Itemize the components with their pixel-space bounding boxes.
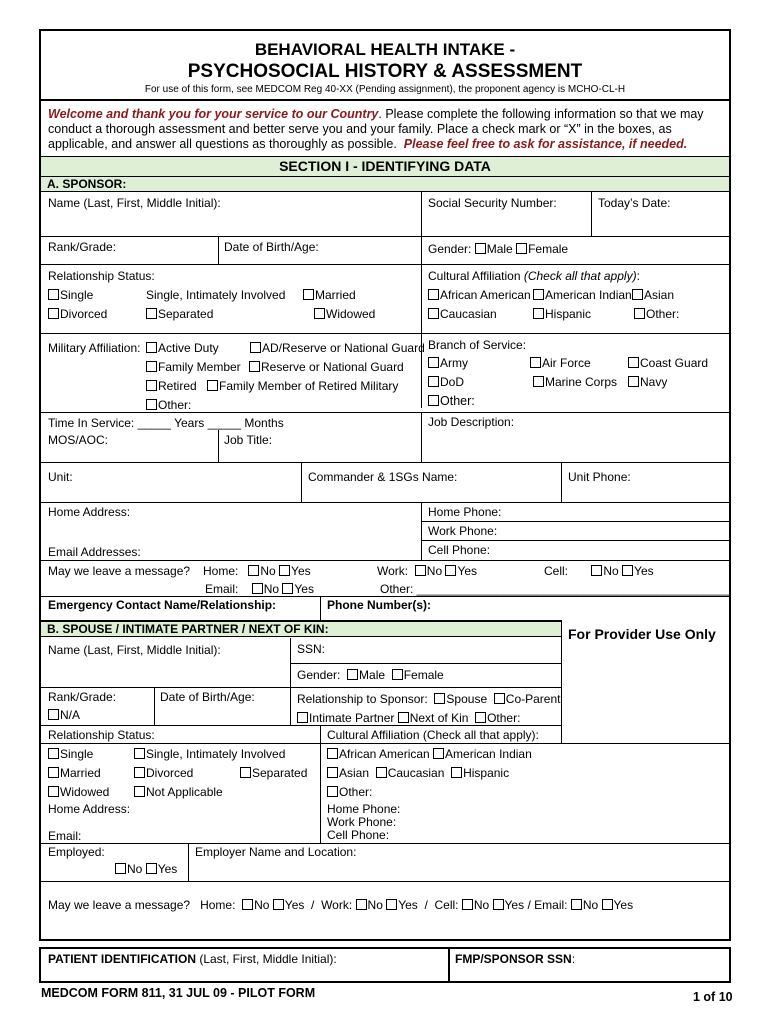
checkbox[interactable]: [628, 357, 639, 368]
sponsor-heading: A. SPONSOR:: [47, 177, 127, 191]
welcome-closing: Please feel free to ask for assistance, if needed.: [403, 137, 688, 151]
spouse-dob-label[interactable]: Date of Birth/Age:: [160, 690, 255, 704]
cult-asian[interactable]: Asian: [632, 288, 674, 302]
spouse-rel-na[interactable]: Not Applicable: [134, 785, 223, 799]
page-number: 1 of 10: [693, 990, 733, 1004]
checkbox[interactable]: [533, 289, 544, 300]
checkbox[interactable]: [48, 308, 59, 319]
checkbox[interactable]: [48, 748, 59, 759]
sponsor-name-label[interactable]: Name (Last, First, Middle Initial):: [48, 196, 221, 210]
msg-email[interactable]: Email: No Yes: [205, 582, 314, 596]
checkbox[interactable]: [462, 899, 473, 910]
rel-married[interactable]: Married: [303, 288, 356, 302]
checkbox[interactable]: [530, 357, 541, 368]
checkbox[interactable]: [602, 899, 613, 910]
spouse-name-label[interactable]: Name (Last, First, Middle Initial):: [48, 643, 221, 657]
spouse-rel-divorced[interactable]: Divorced: [134, 766, 193, 780]
fmp-sponsor-ssn-label[interactable]: FMP/SPONSOR SSN:: [455, 952, 576, 966]
checkbox[interactable]: [428, 357, 439, 368]
spouse-ssn-label[interactable]: SSN:: [297, 642, 326, 656]
checkbox[interactable]: [347, 669, 358, 680]
checkbox[interactable]: [392, 669, 403, 680]
checkbox[interactable]: [428, 289, 439, 300]
rel-widowed[interactable]: Widowed: [314, 307, 375, 321]
spouse-cult-row2: Asian Caucasian Hispanic: [327, 766, 509, 780]
checkbox[interactable]: [146, 380, 157, 391]
gender-female-checkbox[interactable]: [516, 243, 527, 254]
checkbox[interactable]: [48, 709, 59, 720]
checkbox[interactable]: [445, 565, 456, 576]
section-1-header: [41, 156, 729, 177]
mos-label[interactable]: MOS/AOC:: [48, 433, 109, 447]
checkbox[interactable]: [376, 767, 387, 778]
spouse-gender: Gender: Male Female: [297, 668, 444, 682]
checkbox[interactable]: [327, 767, 338, 778]
cell-phone-label[interactable]: Cell Phone:: [428, 543, 491, 557]
gender-female-label: Female: [528, 242, 569, 256]
msg-cell[interactable]: Cell: No Yes: [544, 564, 654, 578]
cult-other[interactable]: Other:: [634, 307, 679, 321]
spouse-cultural-label: Cultural Affiliation (Check all that apply):: [327, 728, 539, 742]
unit-label[interactable]: Unit:: [48, 470, 73, 484]
home-phone-label[interactable]: Home Phone:: [428, 505, 502, 519]
spouse-rel-separated[interactable]: Separated: [240, 766, 307, 780]
checkbox[interactable]: [249, 361, 260, 372]
commander-label[interactable]: Commander & 1SGs Name:: [308, 470, 458, 484]
mil-active-duty[interactable]: Active Duty: [146, 341, 219, 355]
cultural-affiliation-label: Cultural Affiliation (Check all that apply):: [428, 269, 640, 283]
welcome-body-1: . Please complete the following information so that we may: [378, 107, 704, 121]
checkbox[interactable]: [146, 342, 157, 353]
checkbox[interactable]: [115, 863, 126, 874]
branch-coast-guard[interactable]: Coast Guard: [628, 356, 708, 370]
email-addresses-label[interactable]: Email Addresses:: [48, 545, 141, 559]
gender-male-label: Male: [486, 242, 513, 256]
checkbox[interactable]: [48, 289, 59, 300]
rel-single[interactable]: Single: [48, 288, 93, 302]
mil-retired[interactable]: Retired: [146, 379, 197, 393]
mil-reserve[interactable]: Reserve or National Guard: [249, 360, 404, 374]
checkbox[interactable]: [415, 565, 426, 576]
sponsor-gender: [428, 242, 568, 256]
checkbox[interactable]: [634, 308, 645, 319]
sponsor-rank-label[interactable]: Rank/Grade:: [48, 240, 117, 254]
title-line-2: PSYCHOSOCIAL HISTORY & ASSESSMENT: [187, 61, 583, 82]
spouse-na[interactable]: N/A: [48, 708, 80, 722]
checkbox[interactable]: [327, 786, 338, 797]
spouse-home-address-label[interactable]: Home Address:: [48, 802, 131, 816]
spouse-rel-single[interactable]: Single: [48, 747, 93, 761]
spouse-relationship-2: Intimate Partner Next of Kin Other:: [297, 711, 520, 725]
cult-caucasian[interactable]: Caucasian: [428, 307, 497, 321]
checkbox[interactable]: [134, 767, 145, 778]
spouse-employed-options: No Yes: [115, 862, 177, 876]
sponsor-rel-status-label: Relationship Status:: [48, 269, 155, 283]
rel-single-involved: Single, Intimately Involved: [146, 288, 286, 302]
checkbox[interactable]: [327, 748, 338, 759]
checkbox[interactable]: [48, 767, 59, 778]
title-subtitle: For use of this form, see MEDCOM Reg 40-XX (Pending assignment), the proponent agency is MCHO-CL-H: [144, 84, 626, 95]
branch-air-force[interactable]: Air Force: [530, 356, 591, 370]
checkbox[interactable]: [252, 583, 263, 594]
emergency-contact-label[interactable]: Emergency Contact Name/Relationship:: [48, 598, 277, 612]
checkbox[interactable]: [622, 565, 633, 576]
checkbox[interactable]: [493, 899, 504, 910]
checkbox[interactable]: [632, 289, 643, 300]
checkbox[interactable]: [386, 899, 397, 910]
checkbox[interactable]: [248, 565, 259, 576]
spouse-employer-label[interactable]: Employer Name and Location:: [195, 845, 357, 859]
branch-dod[interactable]: DoD: [428, 375, 464, 389]
spouse-heading: B. SPOUSE / INTIMATE PARTNER / NEXT OF KIN:: [47, 622, 329, 636]
mil-family-retired[interactable]: Family Member of Retired Military: [207, 379, 398, 393]
work-phone-label[interactable]: Work Phone:: [428, 524, 498, 538]
checkbox[interactable]: [242, 899, 253, 910]
military-affiliation-label: Military Affiliation:: [48, 341, 141, 355]
spouse-employed-label: Employed:: [48, 845, 105, 859]
patient-id-label[interactable]: PATIENT IDENTIFICATION (Last, First, Middle Initial):: [48, 952, 337, 966]
phone-numbers-label[interactable]: Phone Number(s):: [327, 598, 432, 612]
section-1-title: SECTION I - IDENTIFYING DATA: [279, 158, 491, 174]
checkbox[interactable]: [628, 376, 639, 387]
checkbox[interactable]: [134, 748, 145, 759]
checkbox[interactable]: [279, 565, 290, 576]
sponsor-dob-label[interactable]: Date of Birth/Age:: [224, 240, 319, 254]
spouse-rank-label[interactable]: Rank/Grade:: [48, 690, 117, 704]
checkbox[interactable]: [428, 395, 439, 406]
title-line-1: BEHAVIORAL HEALTH INTAKE -: [254, 40, 516, 59]
job-title-label[interactable]: Job Title:: [224, 433, 273, 447]
gender-male-checkbox[interactable]: [475, 243, 486, 254]
checkbox[interactable]: [240, 767, 251, 778]
sponsor-date-label[interactable]: Today’s Date:: [598, 196, 671, 210]
checkbox[interactable]: [134, 786, 145, 797]
mil-family-member[interactable]: Family Member: [146, 360, 241, 374]
branch-other[interactable]: Other:: [428, 394, 475, 408]
welcome-paragraph: [48, 107, 728, 152]
rel-divorced[interactable]: Divorced: [48, 307, 107, 321]
spouse-rel-single-inv[interactable]: Single, Intimately Involved: [134, 747, 285, 761]
msg-work[interactable]: Work: No Yes: [377, 564, 478, 578]
checkbox[interactable]: [250, 342, 261, 353]
spouse-relationship: Relationship to Sponsor: Spouse Co-Parent: [297, 692, 561, 706]
spouse-cult-row1: African American American Indian: [327, 747, 532, 761]
cult-american-indian[interactable]: American Indian: [533, 288, 632, 302]
checkbox[interactable]: [48, 786, 59, 797]
branch-navy[interactable]: Navy: [628, 375, 667, 389]
msg-home[interactable]: Home: No Yes: [203, 564, 311, 578]
rel-separated[interactable]: Separated: [146, 307, 213, 321]
spouse-header: [41, 620, 561, 637]
message-label: May we leave a message?: [48, 564, 191, 578]
spouse-rel-widowed[interactable]: Widowed: [48, 785, 109, 799]
spouse-message-row: May we leave a message? Home: No Yes / Work: No Yes / Cell: No Yes / Email: No Yes: [48, 898, 634, 912]
spouse-rel-status-label: Relationship Status:: [48, 728, 155, 742]
provider-use-only: For Provider Use Only: [568, 626, 716, 642]
branch-marine[interactable]: Marine Corps: [533, 375, 617, 389]
spouse-work-phone-label[interactable]: Work Phone:: [327, 815, 397, 829]
checkbox[interactable]: [146, 863, 157, 874]
spouse-cult-other[interactable]: Other:: [327, 785, 372, 799]
checkbox[interactable]: [434, 693, 445, 704]
time-in-service[interactable]: Time In Service: _____ Years _____ Months: [48, 416, 284, 430]
checkbox[interactable]: [146, 308, 157, 319]
welcome-lead: Welcome and thank you for your service to our Country: [48, 107, 379, 121]
sponsor-ssn-label[interactable]: Social Security Number:: [428, 196, 557, 210]
spouse-home-phone-label[interactable]: Home Phone:: [327, 802, 401, 816]
checkbox[interactable]: [297, 712, 308, 723]
checkbox[interactable]: [146, 361, 157, 372]
checkbox[interactable]: [475, 712, 486, 723]
form-title: [41, 40, 729, 96]
msg-other[interactable]: Other: _______________________________________________: [380, 582, 731, 596]
checkbox[interactable]: [303, 289, 314, 300]
mil-ad-reserve[interactable]: AD/Reserve or National Guard: [250, 341, 425, 355]
branch-army[interactable]: Army: [428, 356, 468, 370]
welcome-body-3: applicable, and answer all questions as thoroughly as possible.: [48, 137, 397, 151]
mil-other[interactable]: Other:: [146, 398, 191, 412]
checkbox[interactable]: [207, 380, 218, 391]
checkbox[interactable]: [273, 899, 284, 910]
checkbox[interactable]: [428, 308, 439, 319]
checkbox[interactable]: [533, 308, 544, 319]
checkbox[interactable]: [533, 376, 544, 387]
checkbox[interactable]: [282, 583, 293, 594]
gender-label: Gender:: [428, 242, 472, 256]
job-description-label[interactable]: Job Description:: [428, 415, 515, 429]
checkbox[interactable]: [314, 308, 325, 319]
checkbox[interactable]: [398, 712, 409, 723]
welcome-body-2: conduct a thorough assessment and better serve you and your family. Place a check mark or “X” in the boxes, as: [48, 122, 672, 136]
checkbox[interactable]: [433, 748, 444, 759]
home-address-label[interactable]: Home Address:: [48, 505, 131, 519]
cult-african[interactable]: African American: [428, 288, 531, 302]
checkbox[interactable]: [146, 399, 157, 410]
sponsor-header: [41, 177, 729, 192]
branch-label: Branch of Service:: [428, 338, 527, 352]
spouse-rel-married[interactable]: Married: [48, 766, 101, 780]
cult-hispanic[interactable]: Hispanic: [533, 307, 591, 321]
spouse-cell-phone-label[interactable]: Cell Phone:: [327, 828, 390, 842]
spouse-email-label[interactable]: Email:: [48, 829, 82, 843]
checkbox[interactable]: [451, 767, 462, 778]
unit-phone-label[interactable]: Unit Phone:: [568, 470, 631, 484]
form-identifier: MEDCOM FORM 811, 31 JUL 09 - PILOT FORM: [41, 986, 316, 1000]
checkbox[interactable]: [571, 899, 582, 910]
checkbox[interactable]: [428, 376, 439, 387]
checkbox[interactable]: [591, 565, 602, 576]
checkbox[interactable]: [494, 693, 505, 704]
checkbox[interactable]: [356, 899, 367, 910]
